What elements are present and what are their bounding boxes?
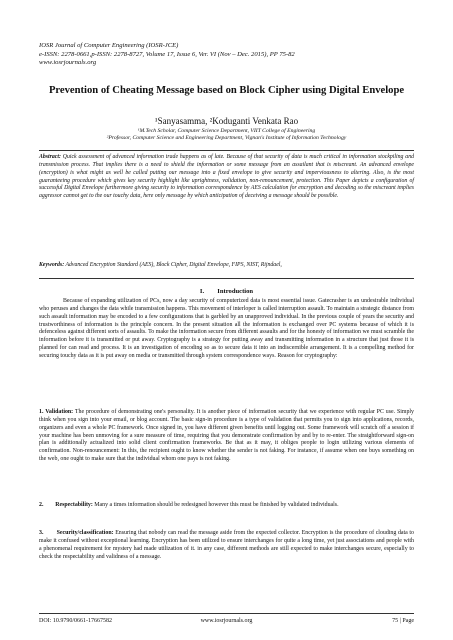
keywords bbox=[39, 262, 414, 270]
affiliation-1: ¹M.Tech Scholar, Computer Science Department, VIIT College of Engineering bbox=[137, 128, 316, 134]
item-respectability-label: 2. Respectability: bbox=[39, 502, 93, 508]
paper-authors: ¹Sanyasamma, ²Koduganti Venkata Rao bbox=[154, 116, 299, 126]
journal-website: www.iosrjournals.org bbox=[39, 59, 97, 67]
item-security-text: Ensuring that nobody can read the message aside from the expected collector. Encryption is the procedure of clouding data to make it confused without exceptional learning. Encryption has been utilized to ensure interchanges for quite a long time, yet just associations and people with a phenomenal requirement for mystery had made utilization of it. in any case, different methods are still expected to make interchanges secure, especially to check the respectability and validness of a message. bbox=[39, 530, 414, 560]
intro-paragraph: Because of expanding utilization of PCs, now a day security of computerized data is most essential issue. Gatecrasher is an undesirable individual who peruses and changes the data while transmission happens. This movement of interloper is called interruption assault. To maintain a strategic distance from such assault information may be encoded to a few configurations that is garbled by an unapproved individual. In the previous couple of years the security and trustworthiness of information is the principle concern. In the present situation all the information is exchanged over PC systems because of which it is defenceless against different sorts of assaults. To make the information secure from different assaults and for the honesty of information we must scramble the information before it is transmitted or put away. Cryptography is a strategy for putting away and transmitting information in a structure that just those it is planned for can read and process. It is an investigation of encoding so as to secure data it into an indiscernible arrangement. It is a compelling method for securing touchy data as it is put away on media or transmitted through system correspondence ways. Reason for cryptography: bbox=[39, 298, 414, 359]
footer-doi: DOI: 10.9790/0661-17667582 bbox=[39, 618, 112, 624]
journal-name: IOSR Journal of Computer Engineering (IOSR-JCE) bbox=[39, 42, 179, 49]
section-heading-introduction bbox=[39, 288, 414, 296]
footer-divider bbox=[39, 613, 414, 614]
paper-title: Prevention of Cheating Message based on Block Cipher using Digital Envelope bbox=[48, 85, 405, 96]
author-affiliations bbox=[40, 128, 413, 143]
divider-top bbox=[39, 150, 414, 151]
item-validation bbox=[39, 409, 414, 464]
journal-header bbox=[39, 42, 419, 68]
item-respectability bbox=[39, 502, 414, 510]
keywords-text: Advanced Encryption Standard (AES), Block Cipher, Digital Envelope, FIPS, NIST, Rijndael, bbox=[64, 262, 282, 268]
affiliation-2: ²Professor, Computer Science and Engineering Department, Vignan's Institute of Information Technology bbox=[106, 135, 347, 142]
abstract-label: Abstract: bbox=[39, 154, 61, 160]
keywords-label: Keywords: bbox=[39, 262, 65, 268]
footer-page-number: 75 | Page bbox=[392, 618, 414, 624]
item-security-label: 3. Security/classification: bbox=[39, 530, 114, 536]
item-validation-label: 1. Validation: bbox=[39, 409, 74, 415]
footer-website: www.iosrjournals.org bbox=[200, 618, 253, 624]
abstract bbox=[39, 154, 414, 201]
section-number: I. bbox=[199, 288, 205, 295]
item-respectability-text: Many a times information should be redesigned however this must be finished by validated individuals. bbox=[92, 502, 339, 508]
journal-issn: e-ISSN: 2278-0661,p-ISSN: 2278-8727, Volume 17, Issue 6, Ver. VI (Nov – Dec. 2015), PP 75-82 bbox=[39, 50, 295, 58]
divider-bottom bbox=[39, 278, 414, 279]
item-security bbox=[39, 530, 414, 561]
item-validation-text: The procedure of demonstrating one's personality. It is another piece of information security that we experience with regular PC use. Simply think when you sign into your email, or blog account. The basic sign-in procedure is a type of validation that permits you to sign into applications, records, organizers and even a whole PC framework. Once signed in, you have different given benefits until logging out. Some framework will scratch off a session if your machine has been unmoving for a sure measure of time, requiring that you demonstrate confirmation by and by to re-enter. The straightforward sign-on plan is additionally actualized into solid client confirmation frameworks. Be that as it may, it obliges people to login utilizing various elements of confirmation. Non-renouncement: In this, the recipient ought to know whether the sender is not faking. For instance, if assume when one buys something on the web, one ought to make sure that the individual whom one pays is not faking. bbox=[39, 409, 415, 463]
abstract-text: Quick assessment of advanced information trade happens as of late. Because of that security of data is much critical in information stockpiling and transmission process. That implies there is a need to shield the information or some message from an assailant that is miscreant. An advanced envelope (encryption) is what might as well be called putting our message into a fixed envelope to give security and imperviousness to altering. Also, is the most guaranteeing procedure which gives key security highlight like uprightness, validation, non-renouncement, protection. This Paper depicts a configuration of successful Digital Envelope furthermore giving security to information correspondence by AES calculation for encryption and decoding so the miscreant implies aggressor cannot get to the our touchy data, here only message by which anticipation of deceiving a message should be possible. bbox=[39, 154, 414, 200]
section-title: Introduction bbox=[217, 288, 254, 295]
